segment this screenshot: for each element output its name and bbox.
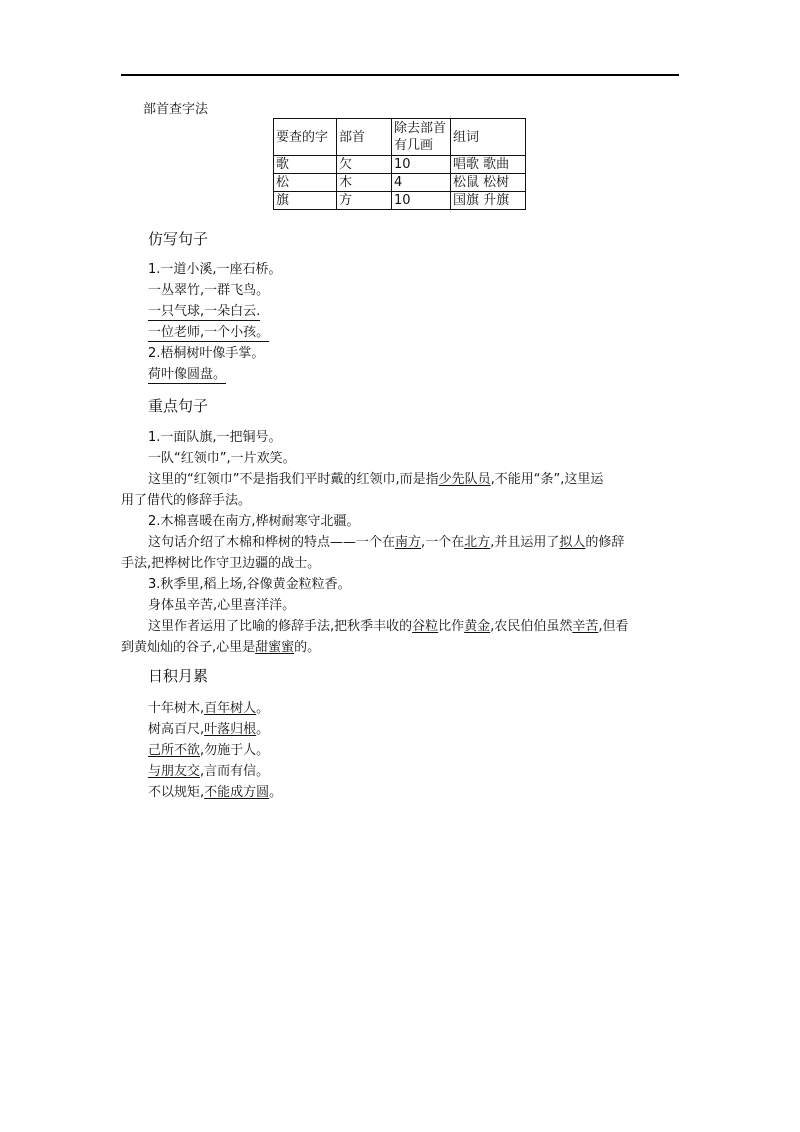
- sentence: 3.秋季里,稻上场,谷像黄金粒粒香。: [148, 577, 351, 592]
- answer-underlined: 己所不欲: [148, 743, 201, 758]
- sentence: 1.一面队旗,一把铜号。: [148, 430, 282, 445]
- table-cell: 松鼠 松树: [451, 174, 526, 192]
- proverb: 树高百尺,叶落归根。: [148, 722, 270, 737]
- answer-underlined: 甜蜜蜜: [255, 640, 295, 655]
- sentence: 2.梧桐树叶像手掌。: [148, 346, 265, 361]
- table-cell: 4: [392, 174, 451, 192]
- section-title-imitate: 仿写句子: [148, 230, 209, 248]
- paragraph-cont: 手法,把桦树比作守卫边疆的战士。: [121, 556, 321, 571]
- paragraph-cont: 用了借代的修辞手法。: [121, 493, 252, 508]
- sentence: 2.木棉喜暖在南方,桦树耐寒守北疆。: [148, 514, 360, 529]
- answer-underlined: 百年树人: [204, 701, 257, 716]
- table-cell: 旗: [274, 192, 337, 210]
- table-cell: 歌: [274, 156, 337, 174]
- sentence: 1.一道小溪,一座石桥。: [148, 262, 282, 277]
- table-cell: 唱歌 歌曲: [451, 156, 526, 174]
- header-cell: 除去部首有几画: [392, 119, 451, 156]
- table-cell: 欠: [337, 156, 392, 174]
- answer-underlined: 拟人: [559, 535, 586, 550]
- answer-underlined: 少先队员: [438, 472, 491, 487]
- answer-underlined: 不能成方圆: [204, 785, 270, 800]
- answer-underlined: 叶落归根: [204, 722, 257, 737]
- answer-underlined: 荷叶像圆盘。: [148, 367, 227, 382]
- paragraph: 这里的“红领巾”不是指我们平时戴的红领巾,而是指少先队员,不能用“条”,这里运: [148, 472, 604, 487]
- section-title-lookup: 部首查字法: [143, 102, 209, 117]
- header-cell: 组词: [451, 119, 526, 156]
- table-cell: 松: [274, 174, 337, 192]
- table-row: [274, 156, 526, 174]
- table-cell: 木: [337, 174, 392, 192]
- table-cell: 10: [392, 192, 451, 210]
- paragraph: 这句话介绍了木棉和桦树的特点——一个在南方,一个在北方,并且运用了拟人的修辞: [148, 535, 625, 550]
- answer-underlined: 一只气球,一朵白云.: [148, 304, 261, 319]
- answer-underlined: 辛苦: [572, 619, 599, 634]
- proverb: 己所不欲,勿施于人。: [148, 743, 270, 758]
- table-cell: 10: [392, 156, 451, 174]
- answer-underlined: 南方: [395, 535, 422, 550]
- paragraph-cont: 到黄灿灿的谷子,心里是甜蜜蜜的。: [121, 640, 321, 655]
- imitate-sentences: [148, 259, 282, 385]
- daily-lines: [148, 698, 282, 803]
- table-cell: 方: [337, 192, 392, 210]
- answer-underlined: 一位老师,一个小孩。: [148, 325, 270, 340]
- proverb: 十年树木,百年树人。: [148, 701, 270, 716]
- section-title-daily: 日积月累: [148, 667, 209, 685]
- table-row: [274, 192, 526, 210]
- proverb: 不以规矩,不能成方圆。: [148, 785, 283, 800]
- answer-underlined: 谷粒: [412, 619, 439, 634]
- top-rule: [121, 74, 679, 76]
- answer-underlined: 北方: [464, 535, 491, 550]
- header-cell: 部首: [337, 119, 392, 156]
- header-cell: 要查的字: [274, 119, 337, 156]
- table-cell: 国旗 升旗: [451, 192, 526, 210]
- radical-table: [273, 118, 526, 210]
- sentence: 身体虽辛苦,心里喜洋洋。: [148, 598, 296, 613]
- table-row: [274, 174, 526, 192]
- section-title-key: 重点句子: [148, 397, 209, 415]
- answer-underlined: 黄金: [464, 619, 491, 634]
- table-header-row: [274, 119, 526, 156]
- sentence: 一丛翠竹,一群飞鸟。: [148, 283, 270, 298]
- answer-underlined: 与朋友交: [148, 764, 201, 779]
- key-sentences: [121, 427, 629, 658]
- proverb: 与朋友交,言而有信。: [148, 764, 270, 779]
- sentence: 一队“红领巾”,一片欢笑。: [148, 451, 296, 466]
- paragraph: 这里作者运用了比喻的修辞手法,把秋季丰收的谷粒比作黄金,农民伯伯虽然辛苦,但看: [148, 619, 629, 634]
